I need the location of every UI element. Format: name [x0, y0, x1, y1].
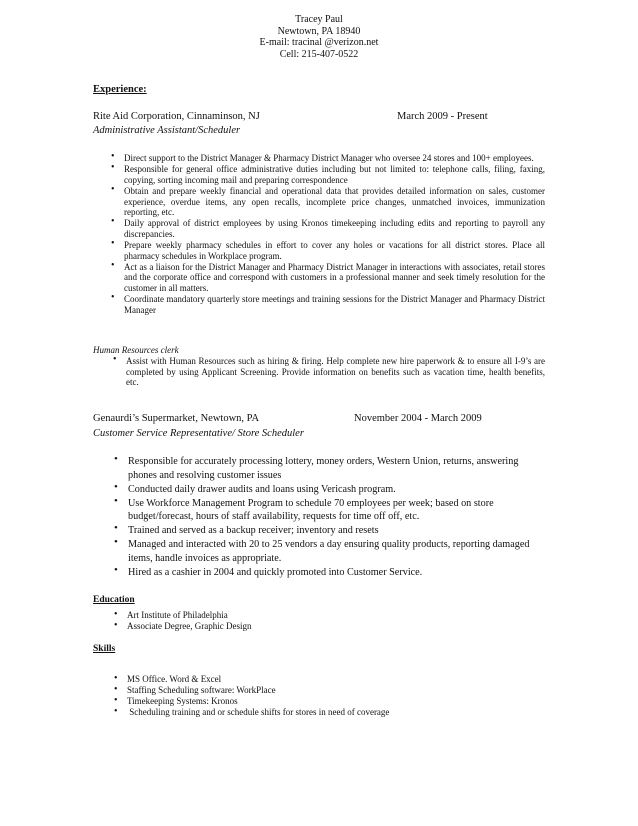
bullet-icon: •	[114, 706, 118, 717]
bullet-icon: •	[114, 536, 118, 548]
list-item: • Obtain and prepare weekly financial and operational data that provides detailed information on sales, customer experience, overdue items, any open recalls, incomplete price changes, unmatched invoices, immunization reporting, etc.	[111, 184, 545, 218]
bullet-icon: •	[114, 620, 118, 631]
list-item: • Act as a liaison for the District Manager and Pharmacy District Manager in interactions with associates, retail stores and the corporate office and correspond with customers in a professional manner and seek timely resolution for the customer in all matters.	[111, 259, 545, 293]
bullet-icon: •	[114, 563, 118, 576]
bullet-icon: •	[111, 162, 115, 174]
list-item: • Staffing Scheduling software: WorkPlace	[114, 684, 276, 695]
applicant-address: Newtown, PA 18940	[277, 25, 361, 37]
hr-clerk-subtitle: Human Resources clerk	[93, 345, 179, 355]
bullet-icon: •	[111, 216, 115, 228]
job-1-title: Administrative Assistant/Scheduler	[93, 125, 241, 136]
list-item: • Responsible for general office administrative duties including but not limited to: telephone calls, filing, faxing, copying, sorting incoming mail and preparing correspondence	[111, 162, 545, 185]
hr-clerk-duties	[115, 356, 545, 388]
bullet-icon: •	[114, 684, 118, 695]
bullet-icon: •	[114, 609, 118, 620]
list-item: • Art Institute of Philadelphia	[114, 609, 228, 620]
bullet-icon: •	[111, 259, 115, 271]
list-item: • Timekeeping Systems: Kronos	[114, 695, 238, 706]
bullet-icon: •	[114, 453, 118, 465]
list-item: • Scheduling training and or schedule shifts for stores in need of coverage	[114, 706, 390, 717]
list-item: • Assist with Human Resources such as hiring & firing. Help complete new hire paperwork & to ensure all I-9’s are completed by using Applicant Screening. Provide information on benefits such as vacation time, health benefits, etc.	[113, 354, 545, 387]
bullet-icon: •	[114, 494, 118, 507]
list-item: • Managed and interacted with 20 to 25 vendors a day ensuring quality products, reporting damaged items, handle invoices as appropriate.	[114, 536, 530, 564]
bullet-icon: •	[111, 292, 115, 304]
education-heading: Education	[93, 595, 135, 605]
contact-header	[0, 14, 638, 60]
bullet-icon: •	[111, 151, 115, 162]
job-2-company: Genaurdi’s Supermarket, Newtown, PA	[93, 413, 260, 424]
list-item: • Trained and served as a backup receiver; inventory and resets	[114, 522, 379, 536]
education-list	[116, 610, 536, 632]
list-item: • Conducted daily drawer audits and loans using Vericash program.	[114, 480, 396, 495]
list-item: • MS Office. Word & Excel	[114, 673, 222, 684]
experience-heading: Experience:	[93, 84, 147, 95]
bullet-icon: •	[114, 673, 118, 684]
bullet-icon: •	[114, 522, 118, 534]
bullet-icon: •	[114, 480, 118, 493]
list-item: • Associate Degree, Graphic Design	[114, 620, 252, 631]
skills-heading: Skills	[93, 644, 116, 654]
job-2-title: Customer Service Representative/ Store Scheduler	[93, 428, 304, 439]
job-1-duties	[113, 153, 545, 316]
job-2-duties	[116, 455, 536, 580]
applicant-phone: Cell: 215-407-0522	[279, 48, 359, 60]
skills-list	[116, 674, 536, 718]
bullet-icon: •	[113, 354, 117, 365]
list-item: • Use Workforce Management Program to schedule 70 employees per week; based on store budget/forecast, hours of staff availability, requests for time off off, etc.	[114, 494, 494, 522]
applicant-email: E-mail: tracinal @verizon.net	[259, 37, 379, 48]
bullet-icon: •	[114, 695, 118, 706]
list-item: • Hired as a cashier in 2004 and quickly promoted into Customer Service.	[114, 563, 423, 578]
list-item: • Daily approval of district employees by using Kronos timekeeping including edits and reporting to payroll any discrepancies.	[111, 216, 545, 239]
bullet-icon: •	[111, 184, 115, 196]
job-1-company: Rite Aid Corporation, Cinnaminson, NJ	[93, 111, 260, 122]
list-item: • Prepare weekly pharmacy schedules in effort to cover any holes or vacations for all district stores. Place all pharmacy schedules in Workplace program.	[111, 238, 545, 261]
job-2-dates: November 2004 - March 2009	[354, 413, 482, 424]
bullet-icon: •	[111, 238, 115, 250]
applicant-name: Tracey Paul	[295, 14, 343, 25]
list-item: • Coordinate mandatory quarterly store meetings and training sessions for the District Manager and Pharmacy District Manager	[111, 292, 545, 315]
list-item: • Responsible for accurately processing lottery, money orders, Western Union, returns, answering phones and resolving customer issues	[114, 453, 519, 481]
job-1-dates: March 2009 - Present	[397, 111, 488, 122]
list-item: • Direct support to the District Manager & Pharmacy District Manager who oversee 24 stores and 100+ employees.	[111, 151, 534, 163]
